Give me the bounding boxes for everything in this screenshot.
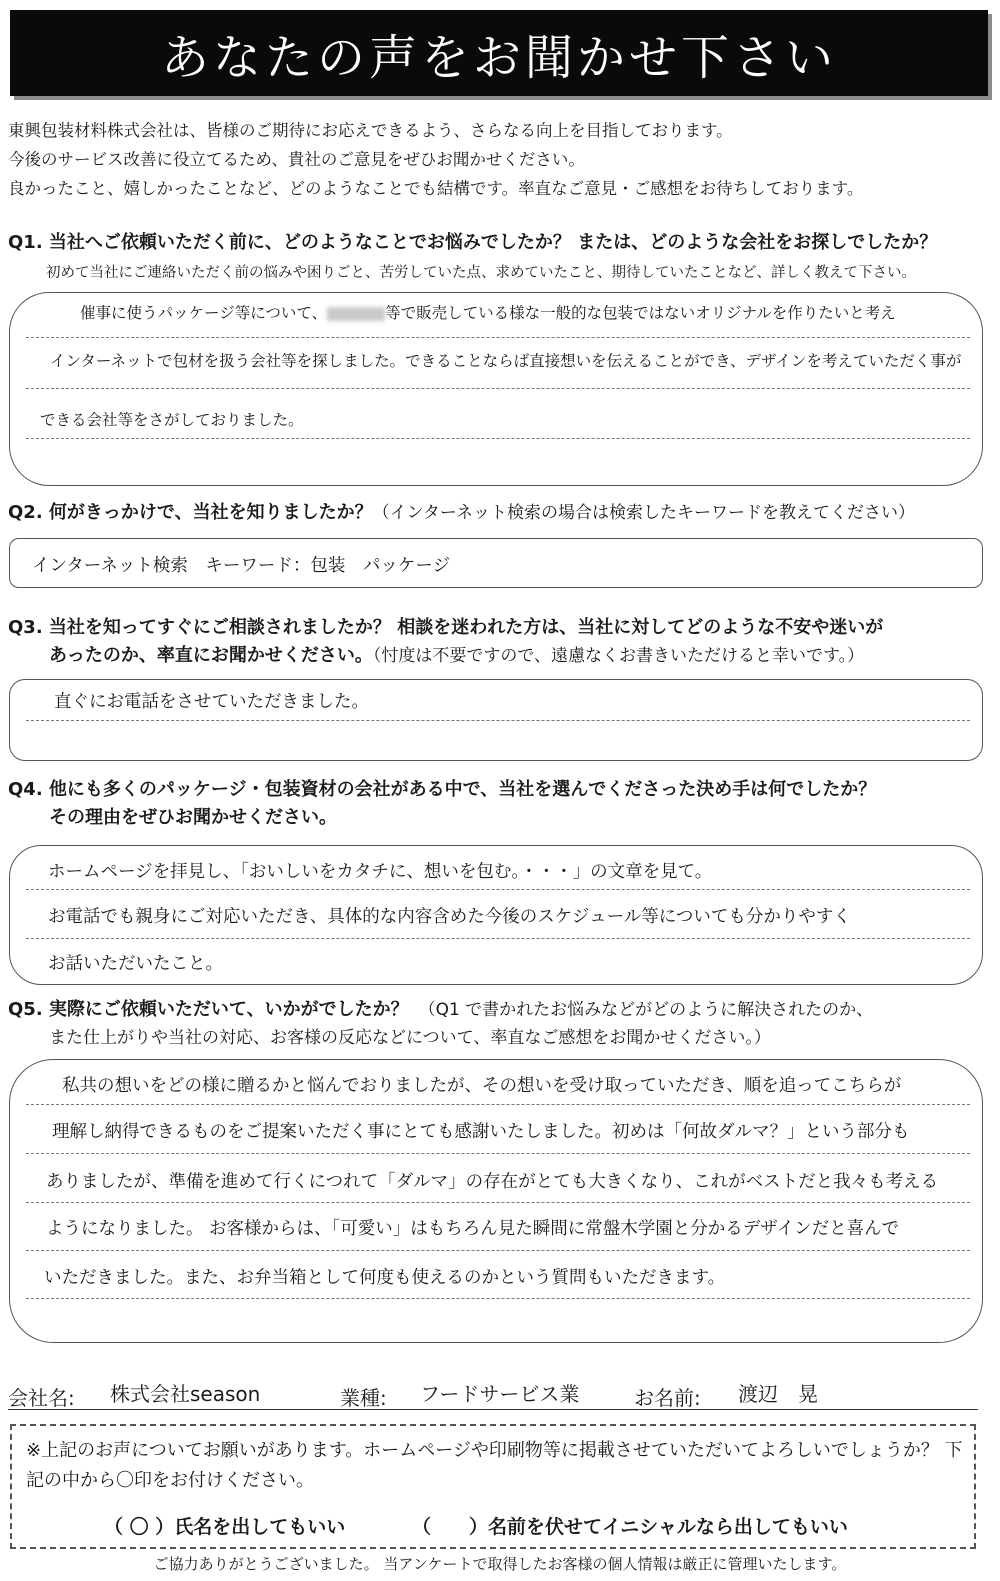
q2-heading: Q2. 何がきっかけで、当社を知りましたか？（インターネット検索の場合は検索したキーワードを教えてください） xyxy=(8,502,916,523)
intro-line: 良かったこと、嬉しかったことなど、どのようなことでも結構です。率直なご意見・ご感想をお待ちしております。 xyxy=(8,179,864,198)
q2-answer: インターネット検索 キーワード：包装 パッケージ xyxy=(32,556,451,576)
q1-answer-line: インターネットで包材を扱う会社等を探しました。できることならば直接想いを伝えることができ、デザインを考えていただく事が xyxy=(50,352,962,370)
q5-answer-line: 理解し納得できるものをご提案いただく事にとても感謝いたしました。初めは「何故ダルマ？」という部分も xyxy=(52,1122,910,1142)
industry-label: 業種: xyxy=(340,1386,387,1410)
redacted-text xyxy=(327,307,385,321)
footer-divider xyxy=(8,1409,978,1410)
permission-text: ※上記のお声についてお願いがあります。ホームページや印刷物等に掲載させていただいてよろしいでしょうか？ 下記の中から〇印をお付けください。 xyxy=(26,1440,963,1491)
q1-heading: Q1. 当社へご依頼いただく前に、どのようなことでお悩みでしたか？ または、どのような会社をお探しでしたか？ xyxy=(8,232,938,253)
q5-answer-line: ようになりました。 お客様からは、「可愛い」はもちろん見た瞬間に常盤木学園と分かるデザインだと喜んで xyxy=(46,1219,900,1239)
q5-answer-line: ありましたが、準備を進めて行くにつれて「ダルマ」の存在がとても大きくなり、これがベストだと我々も考える xyxy=(46,1172,939,1192)
q5-answer-box xyxy=(9,1059,983,1343)
q2-note: （インターネット検索の場合は検索したキーワードを教えてください） xyxy=(372,503,916,523)
q5-note: （Q1 で書かれたお悩みなどがどのように解決されたのか、 xyxy=(418,1000,874,1020)
q5-answer-line: いただきました。また、お弁当箱として何度も使えるのかという質問もいただきます。 xyxy=(44,1268,726,1288)
q3-note: （忖度は不要ですので、遠慮なくお書きいただけると幸いです。） xyxy=(372,646,865,666)
q4-answer-box xyxy=(9,845,983,985)
company-value: 株式会社season xyxy=(110,1382,261,1406)
q1-answer-line: 催事に使うパッケージ等について、 等で販売している様な一般的な包装ではないオリジナルを作りたいと考え xyxy=(80,304,896,322)
company-label: 会社名: xyxy=(8,1386,75,1410)
q5-heading: Q5. 実際にご依頼いただいて、いかがでしたか？ （Q1 で書かれたお悩みなどがどのように解決されたのか、 また仕上がりや当社の対応、お客様の反応などについて、率直なご感想をお聞かせください。） xyxy=(8,999,874,1048)
q4-answer-line: お電話でも親身にご対応いただき、具体的な内容含めた今後のスケジュール等についても分かりやすく xyxy=(48,907,851,927)
q5-answer-line: 私共の想いをどの様に贈るかと悩んでおりましたが、その想いを受け取っていただき、順を追ってこちらが xyxy=(62,1076,902,1096)
q1-answer-line: できる会社等をさがしておりました。 xyxy=(40,411,304,429)
name-value: 渡辺 晃 xyxy=(738,1382,818,1406)
q3-answer: 直ぐにお電話をさせていただきました。 xyxy=(54,692,369,712)
q4-answer-line: ホームページを拝見し、「おいしいをカタチに、想いを包む。・・・」の文章を見て。 xyxy=(48,862,713,882)
intro-text xyxy=(8,116,993,203)
q2-answer-box xyxy=(9,538,983,588)
q3-answer-box xyxy=(9,679,983,761)
industry-value: フードサービス業 xyxy=(420,1382,580,1406)
permission-option-initials: （ ）名前を伏せてイニシャルなら出してもいい xyxy=(412,1516,848,1538)
thanks-note: ご協力ありがとうございました。 当アンケートで取得したお客様の個人情報は厳正に管理いたします。 xyxy=(153,1555,847,1573)
title-banner xyxy=(10,10,988,96)
page-title: あなたの声をお聞かせ下さい xyxy=(160,29,837,86)
permission-option-fullname: （ 〇 ）氏名を出してもいい xyxy=(104,1516,346,1538)
q4-heading: Q4. 他にも多くのパッケージ・包装資材の会社がある中で、当社を選んでくださった決め手は何でしたか？ その理由をぜひお聞かせください。 xyxy=(8,779,877,828)
q4-answer-line: お話いただいたこと。 xyxy=(48,954,223,974)
q1-answer-box xyxy=(9,292,983,486)
name-label: お名前: xyxy=(634,1386,701,1410)
q3-heading: Q3. 当社を知ってすぐにご相談されましたか？ 相談を迷われた方は、当社に対してどのような不安や迷いが あったのか、率直にお聞かせください。（忖度は不要ですので、遠慮なくお書きいただけると幸いです。） xyxy=(8,617,884,666)
q1-subtext: 初めて当社にご連絡いただく前の悩みや困りごと、苦労していた点、求めていたこと、期待していたことなど、詳しく教えて下さい。 xyxy=(46,265,916,281)
intro-line: 今後のサービス改善に役立てるため、貴社のご意見をぜひお聞かせください。 xyxy=(8,150,585,169)
intro-line: 東興包装材料株式会社は、皆様のご期待にお応えできるよう、さらなる向上を目指しております。 xyxy=(8,121,733,140)
